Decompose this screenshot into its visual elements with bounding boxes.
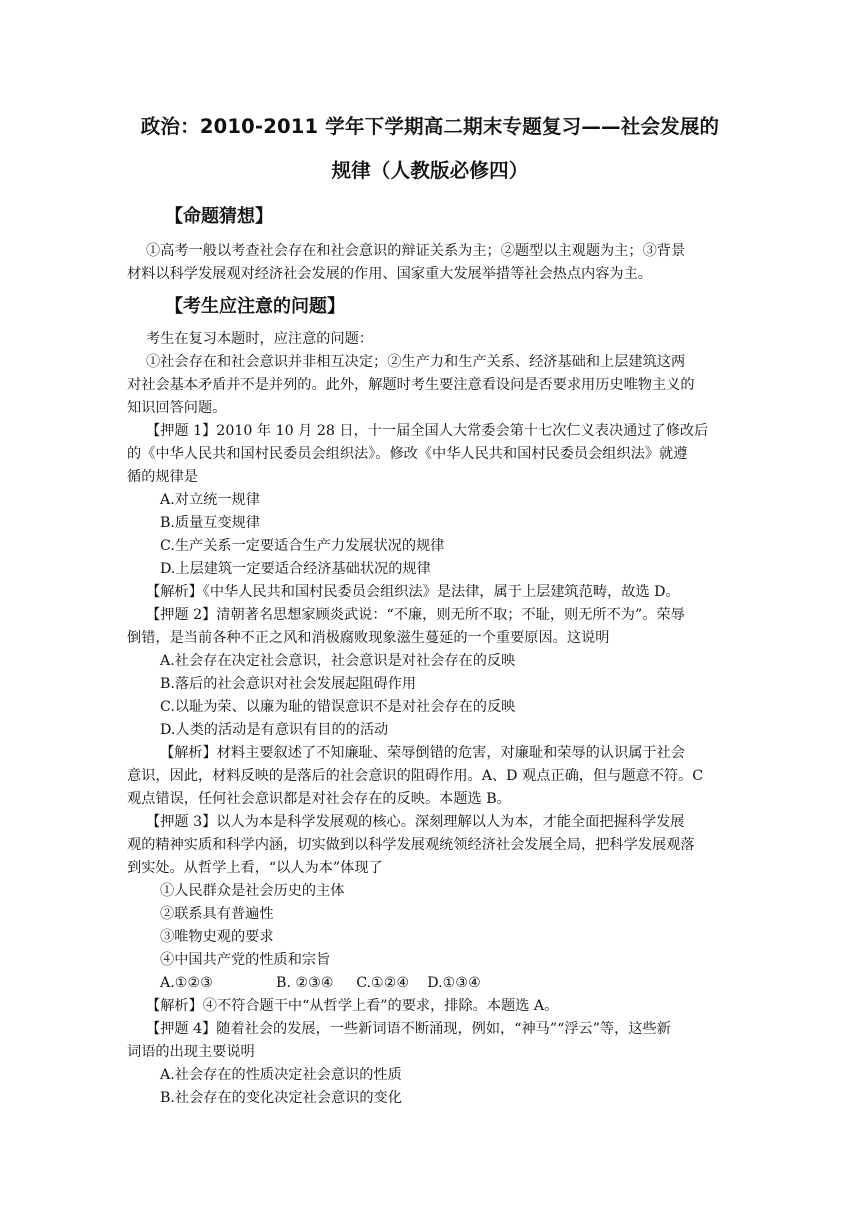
question-2-stem: 【押题 2】清朝著名思想家顾炎武说：“不廉，则无所不取；不耻，则无所不为”。荣辱 <box>146 607 685 623</box>
question-3-options: A.①②③ B. ②③④ C.①②④ D.①③④ <box>160 975 481 991</box>
question-3-analysis: 【解析】④不符合题干中“从哲学上看”的要求，排除。本题选 A。 <box>146 998 559 1014</box>
paragraph-line: ①高考一般以考查社会存在和社会意识的辩证关系为主；②题型以主观题为主；③背景 <box>146 243 686 259</box>
section-heading-guess: 【命题猜想】 <box>165 206 273 227</box>
question-1-option-b: B.质量互变规律 <box>160 515 261 531</box>
question-1-option-a: A.对立统一规律 <box>160 492 260 508</box>
question-1-option-d: D.上层建筑一定要适合经济基础状况的规律 <box>160 561 431 577</box>
question-2-analysis: 意识，因此，材料反映的是落后的社会意识的阻碍作用。A、D 观点正确，但与题意不符。C <box>127 768 704 784</box>
question-2-analysis: 观点错误，任何社会意识都是对社会存在的反映。本题选 B。 <box>127 791 511 807</box>
question-3-stem: 【押题 3】以人为本是科学发展观的核心。深刻理解以人为本，才能全面把握科学发展 <box>146 814 685 830</box>
question-3-item-1: ①人民群众是社会历史的主体 <box>160 883 345 899</box>
question-2-analysis: 【解析】材料主要叙述了不知廉耻、荣辱倒错的危害，对廉耻和荣辱的认识属于社会 <box>160 745 685 761</box>
question-3-item-2: ②联系具有普遍性 <box>160 906 274 922</box>
question-2-option-c: C.以耻为荣、以廉为耻的错误意识不是对社会存在的反映 <box>160 699 516 715</box>
question-4-option-a: A.社会存在的性质决定社会意识的性质 <box>160 1067 402 1083</box>
paragraph-line: ①社会存在和社会意识并非相互决定；②生产力和生产关系、经济基础和上层建筑这两 <box>146 354 686 370</box>
paragraph-line: 考生在复习本题时，应注意的问题： <box>146 331 374 347</box>
question-4-stem: 【押题 4】随着社会的发展，一些新词语不断涌现，例如，“神马”“浮云”等，这些新 <box>146 1021 671 1037</box>
document-title-line-1: 政治：2010-2011 学年下学期高二期末专题复习——社会发展的 <box>140 115 720 138</box>
paragraph-line: 对社会基本矛盾并不是并列的。此外，解题时考生要注意看设问是否要求用历史唯物主义的 <box>127 377 695 393</box>
question-1-option-c: C.生产关系一定要适合生产力发展状况的规律 <box>160 538 445 554</box>
question-4-option-b: B.社会存在的变化决定社会意识的变化 <box>160 1090 402 1106</box>
question-2-option-a: A.社会存在决定社会意识，社会意识是对社会存在的反映 <box>160 653 516 669</box>
question-2-option-b: B.落后的社会意识对社会发展起阻碍作用 <box>160 676 417 692</box>
question-3-stem: 到实处。从哲学上看，“以人为本”体现了 <box>127 860 383 876</box>
document-title-line-2: 规律（人教版必修四） <box>331 159 529 182</box>
question-1-stem: 【押题 1】2010 年 10 月 28 日，十一届全国人大常委会第十七次仁义表决通过了修改后 <box>146 423 709 439</box>
section-heading-attention: 【考生应注意的问题】 <box>165 296 345 317</box>
question-2-stem: 倒错，是当前各种不正之风和消极腐败现象滋生蔓延的一个重要原因。这说明 <box>127 630 610 646</box>
question-3-stem: 观的精神实质和科学内涵，切实做到以科学发展观统领经济社会发展全局，把科学发展观落 <box>127 837 695 853</box>
paragraph-line: 材料以科学发展观对经济社会发展的作用、国家重大发展举措等社会热点内容为主。 <box>127 266 652 282</box>
question-2-option-d: D.人类的活动是有意识有目的的活动 <box>160 722 389 738</box>
paragraph-line: 知识回答问题。 <box>127 400 227 416</box>
question-1-stem: 循的规律是 <box>127 469 198 485</box>
question-1-stem: 的《中华人民共和国村民委员会组织法》。修改《中华人民共和国村民委员会组织法》就遵 <box>127 446 688 462</box>
question-3-item-3: ③唯物史观的要求 <box>160 929 274 945</box>
question-1-analysis: 【解析】《中华人民共和国村民委员会组织法》是法律，属于上层建筑范畴，故选 D。 <box>146 584 680 600</box>
question-3-item-4: ④中国共产党的性质和宗旨 <box>160 952 331 968</box>
question-4-stem: 词语的出现主要说明 <box>127 1044 255 1060</box>
